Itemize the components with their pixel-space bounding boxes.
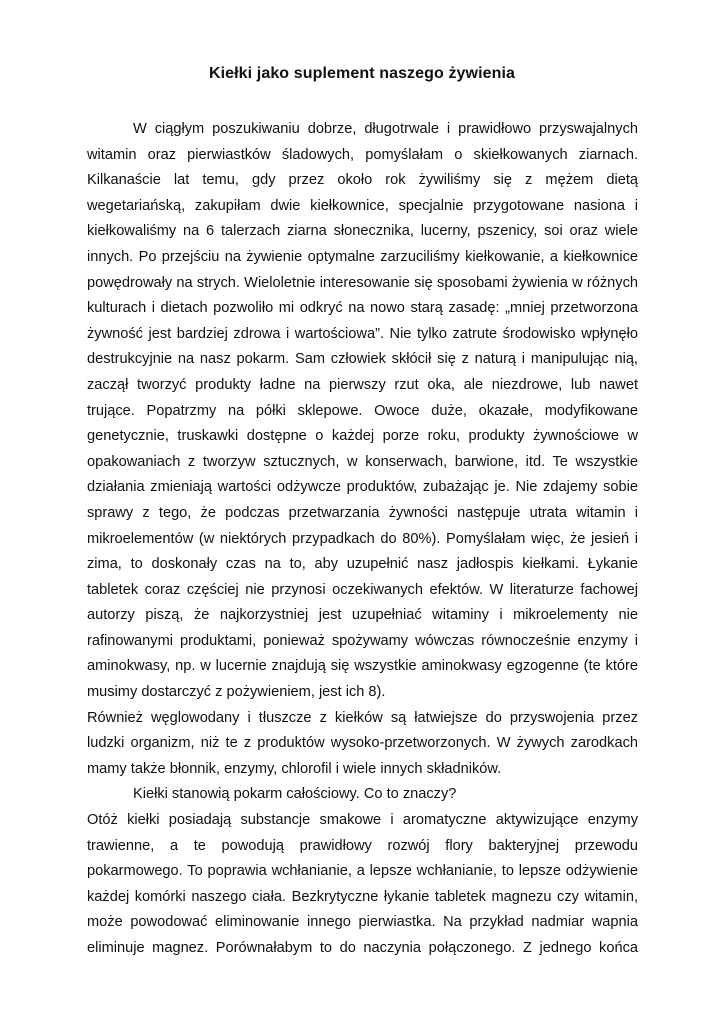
text-line: Również węglowodany i tłuszcze z kiełków są łatwiejsze do przyswojenia przez: [87, 709, 638, 726]
text-line: trujące. Popatrzmy na półki sklepowe. Owoce duże, okazałe, modyfikowane: [87, 402, 638, 419]
text-line: Kiełki stanowią pokarm całościowy. Co to znaczy?: [133, 786, 457, 803]
text-line: opakowaniach z tworzyw sztucznych, w konserwach, barwione, itd. Te wszystkie: [87, 453, 638, 470]
text-line: kiełkowaliśmy na 6 talerzach ziarna słonecznika, lucerny, pszenicy, soi oraz wiele: [87, 223, 638, 240]
text-line: działania zmieniają wartości odżywcze produktów, zubażając je. Nie zdajemy sobie: [87, 479, 638, 496]
text-line: innych. Po przejściu na żywienie optymalne zarzuciliśmy kiełkowanie, a kiełkownice: [87, 248, 638, 265]
text-line: powędrowały na strych. Wieloletnie interesowanie się sposobami żywienia w różnych: [87, 274, 638, 291]
text-line: autorzy piszą, że najkorzystniej jest uzupełniać witaminy i mikroelementy nie: [87, 607, 638, 624]
text-line: tabletek coraz częściej nie przynosi oczekiwanych efektów. W literaturze fachowej: [87, 581, 638, 598]
text-line: kulturach i dietach pozwoliło mi odkryć na nowo starą zasadę: „mniej przetworzona: [87, 300, 638, 317]
text-line: wegetariańską, zakupiłam dwie kiełkownice, specjalnie przygotowane nasiona i: [87, 197, 638, 214]
document-title: Kiełki jako suplement naszego żywienia: [208, 65, 516, 82]
text-line: eliminuje magnez. Porównałabym to do naczynia połączonego. Z jednego końca: [87, 940, 638, 956]
text-line: żywność jest bardziej zdrowa i wartościowa”. Nie tylko zatrute środowisko wpłynęło: [87, 325, 638, 342]
text-line: mamy także błonnik, enzymy, chlorofil i wiele innych składników.: [87, 760, 502, 777]
text-line: rafinowanymi produktami, ponieważ spożywamy wówczas równocześnie enzymy i: [87, 632, 638, 649]
text-line: każdej komórki naszego ciała. Bezkrytyczne łykanie tabletek magnezu czy witamin,: [87, 888, 638, 905]
text-line: sprawy z tego, że podczas przetwarzania żywności następuje utrata witamin i: [87, 504, 638, 521]
text-line: Kilkanaście lat temu, gdy przez około rok żywiliśmy się z mężem dietą: [87, 172, 638, 189]
text-line: W ciągłym poszukiwaniu dobrze, długotrwale i prawidłowo przyswajalnych: [133, 121, 638, 137]
text-line: musimy dostarczyć z pożywieniem, jest ich 8).: [87, 684, 386, 701]
text-line: pokarmowego. To poprawia wchłanianie, a lepsze wchłanianie, to lepsze odżywienie: [87, 863, 638, 880]
text-line: mikroelementów (w niektórych przypadkach do 80%). Pomyślałam więc, że jesień i: [87, 530, 638, 547]
text-line: Otóż kiełki posiadają substancje smakowe i aromatyczne aktywizujące enzymy: [87, 812, 638, 829]
text-line: genetycznie, truskawki dostępne o każdej porze roku, produkty żywnościowe w: [87, 428, 638, 445]
text-line: trawienne, a te powodują prawidłowy rozwój flory bakteryjnej przewodu: [87, 837, 638, 854]
text-line: zima, to doskonały czas na to, aby uzupełnić nasz jadłospis kiełkami. Łykanie: [87, 556, 638, 573]
text-line: aminokwasy, np. w lucernie znajdują się wszystkie aminokwasy egzogenne (te które: [87, 658, 638, 675]
text-line: może powodować eliminowanie innego pierwiastka. Na przykład nadmiar wapnia: [87, 914, 638, 931]
text-line: witamin oraz pierwiastków śladowych, pomyślałam o skiełkowanych ziarnach.: [87, 146, 638, 163]
text-line: destrukcyjnie na nasz pokarm. Sam człowiek skłócił się z naturą i manipulując nią,: [87, 351, 638, 368]
text-line: zaczął tworzyć produkty ładne na pierwszy rzut oka, ale niezdrowe, lub nawet: [87, 376, 638, 393]
document-body: [87, 117, 638, 962]
text-line: ludzki organizm, niż te z produktów wysoko-przetworzonych. W żywych zarodkach: [87, 735, 638, 752]
